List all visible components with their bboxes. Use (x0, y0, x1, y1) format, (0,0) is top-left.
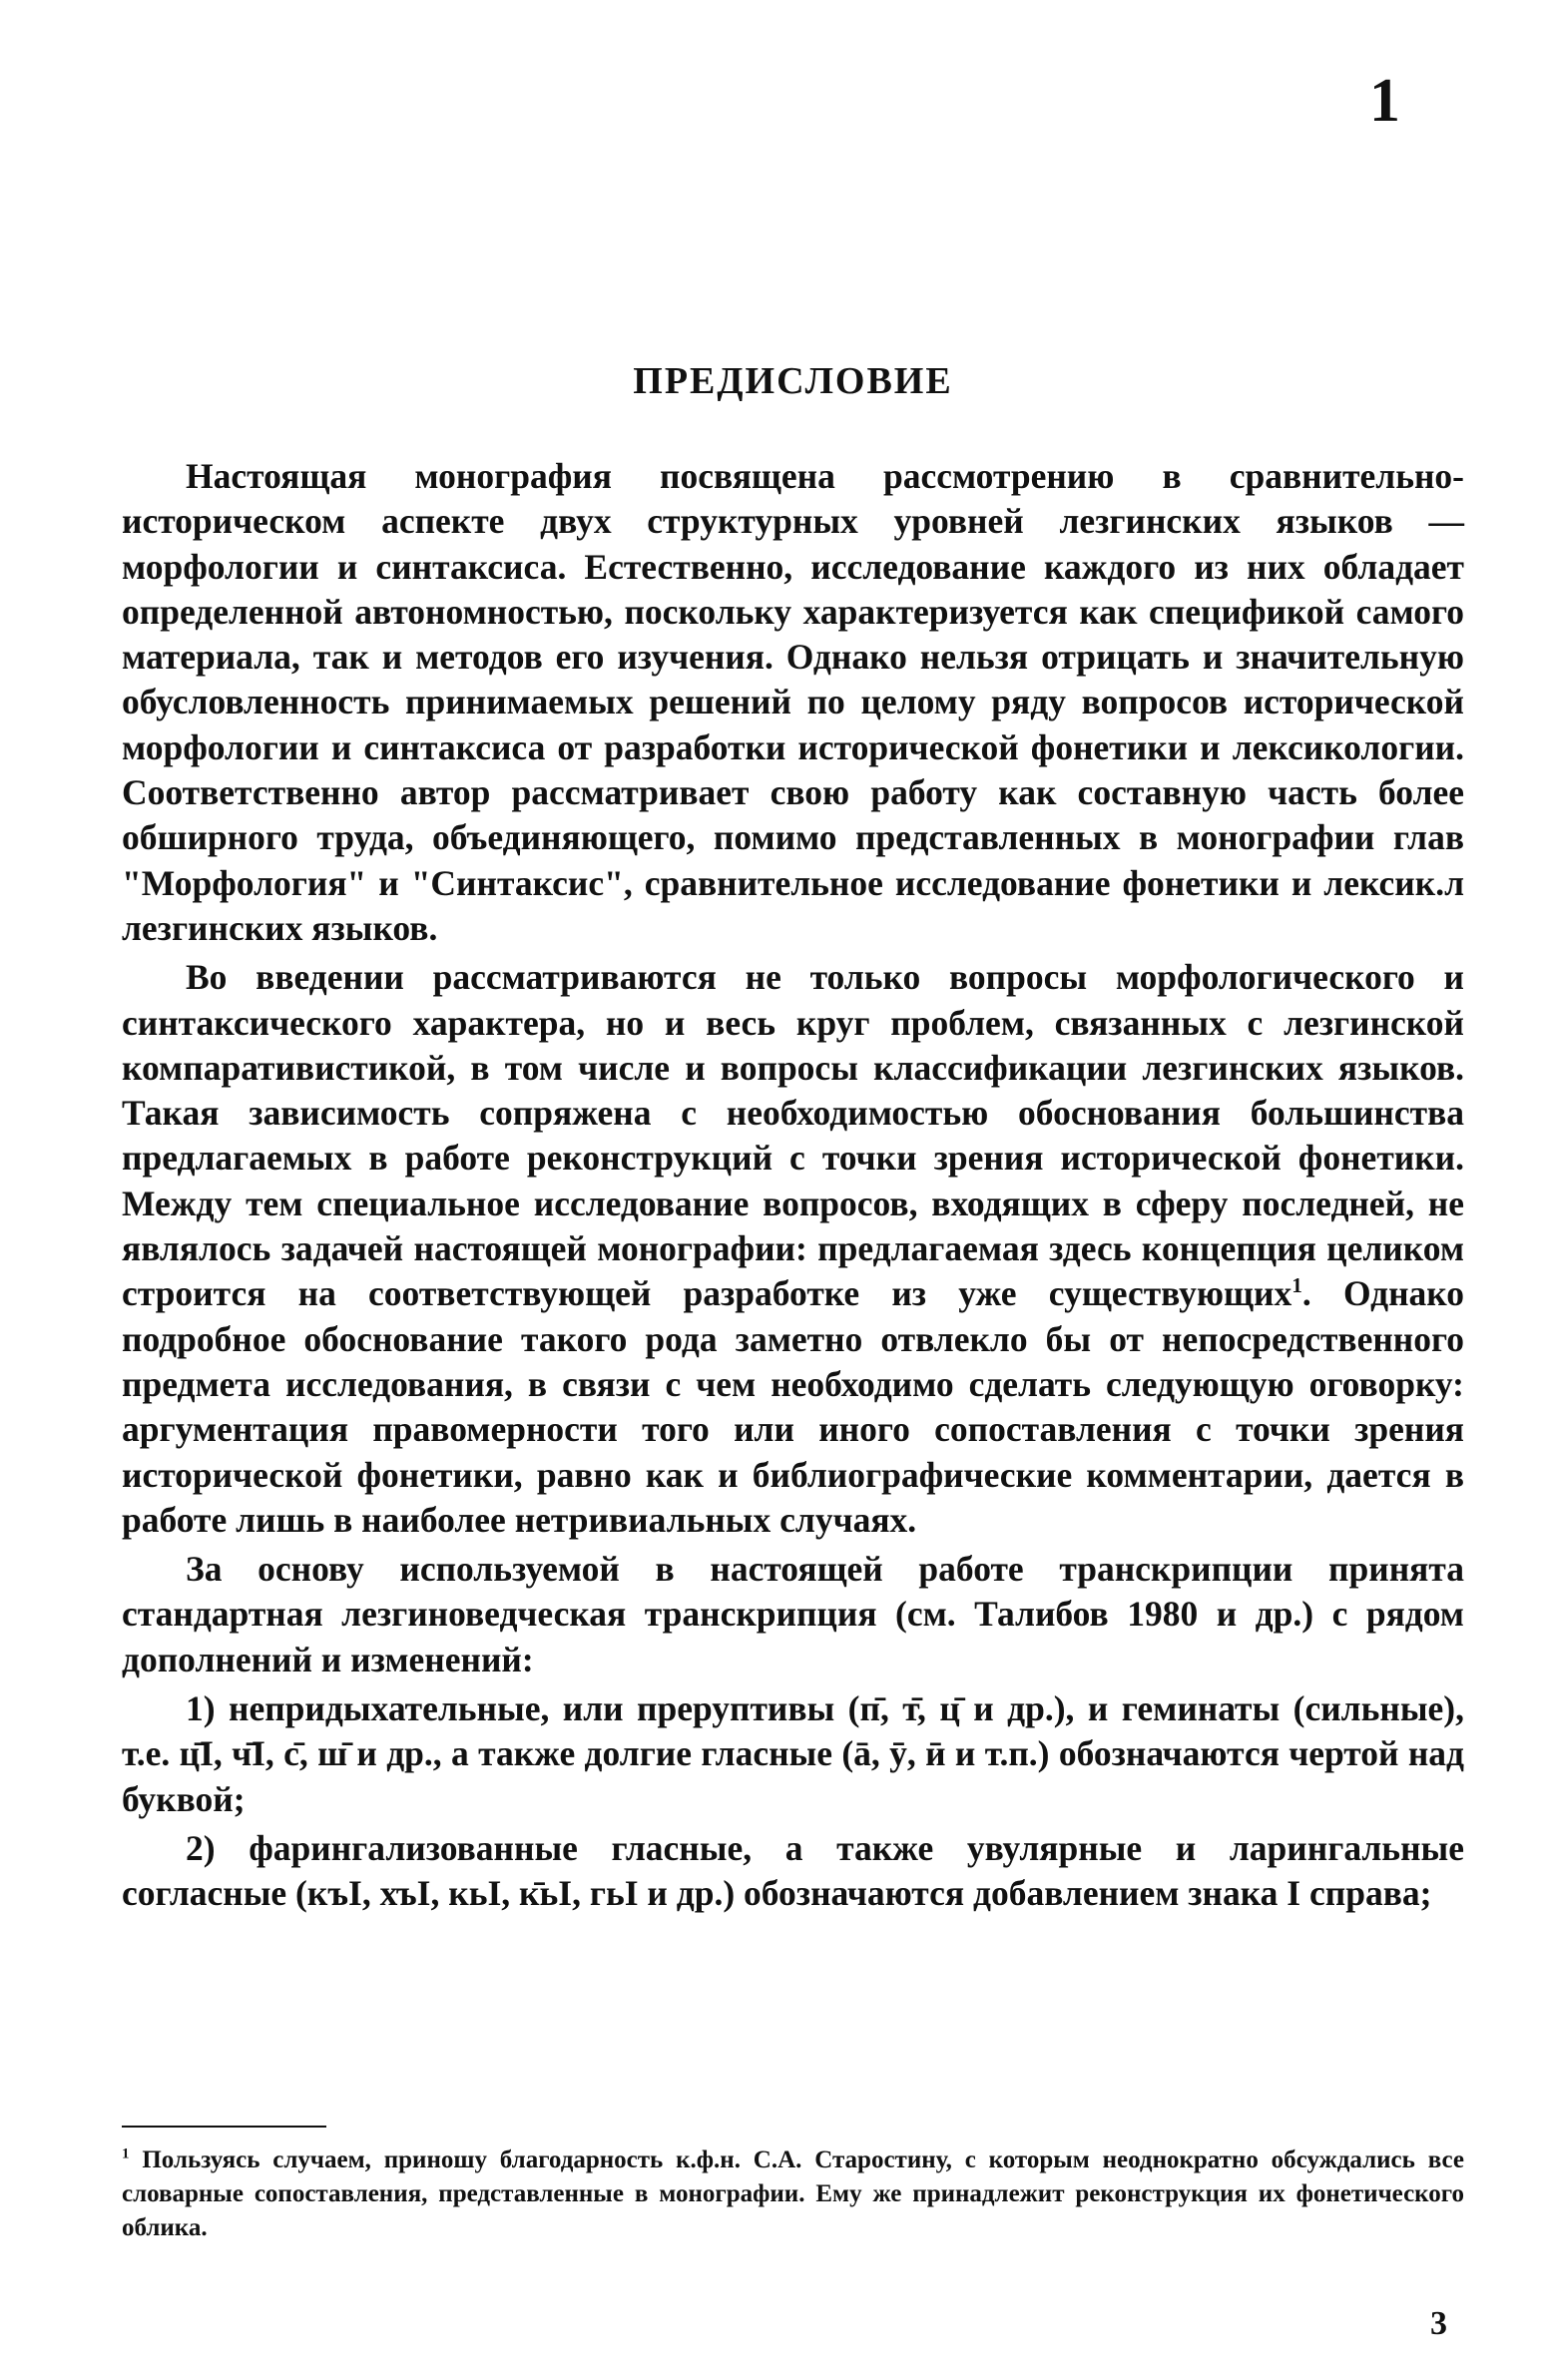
footnote-divider (122, 2126, 326, 2128)
footnote-ref: 1 (1291, 1273, 1302, 1298)
list-item-2: 2) фарингализованные гласные, а также увулярные и ларингальные согласные (къI, хъI, кьI, к̄ьI, гьI и др.) обозначаются добавлением знака I справа; (122, 1827, 1464, 1914)
paragraph-2-continued: Однако подробное обоснование такого рода заметно отвлекло бы от непосредственного предмета исследования, в связи с чем необходимо сделать следующую оговорку: аргументация правомерности того или иного сопоставления с точки зрения исторической фонетики, равно как и библиографические комментарии, дается в работе лишь в наиболее нетривиальных случаях. (122, 1273, 1465, 1540)
paragraph-1: Настоящая монография посвящена рассмотрению в сравнительно-историческом аспекте двух структурных уровней лезгинских языков — морфологии и синтаксиса. Естественно, исследование каждого из них обладает определенной автономностью, поскольку характеризуется как спецификой самого материала, так и методов его изучения. Однако нельзя отрицать и значительную обусловленность принимаемых решений по целому ряду вопросов исторической морфологии и синтаксиса от разработки исторической фонетики и лексикологии. Соответственно автор рассматривает свою работу как составную часть более обширного труда, объединяющего, помимо представленных в монографии глав "Морфология" и "Синтаксис", сравнительное исследование фонетики и лексик.л лезгинских языков. (122, 456, 1464, 948)
paragraph-3: За основу используемой в настоящей работе транскрипции принята стандартная лезгиноведческая транскрипция (см. Талибов 1980 и др.) с рядом дополнений и изменений: (122, 1549, 1464, 1679)
body-text (122, 454, 1464, 1921)
paragraph-2-text: Во введении рассматриваются не только вопросы морфологического и синтаксического характера, но и весь круг проблем, связанных с лезгинской компаративистикой, в том числе и вопросы классификации лезгинских языков. Такая зависимость сопряжена с необходимостью обоснования большинства предлагаемых в работе реконструкций с точки зрения исторической фонетики. Между тем специальное исследование вопросов, входящих в сферу последней, не являлось задачей настоящей монографии: предлагаемая здесь концепция целиком строится на соответствующей разработке из уже существующих (122, 957, 1464, 1314)
footnote-mark: 1 (122, 2145, 130, 2162)
page-title: ПРЕДИСЛОВИЕ (633, 360, 953, 402)
footnote-text: Пользуясь случаем, приношу благодарность к.ф.н. С.А. Старостину, с которым неоднократно обсуждались все словарные сопоставления, представленные в монографии. Ему же принадлежит реконструкция их фонетического облика. (122, 2146, 1464, 2241)
footnote (122, 2143, 1464, 2245)
corner-mark: 1 (1369, 67, 1400, 135)
page-number: 3 (1430, 2305, 1447, 2342)
list-item-1: 1) непридыхательные, или преруптивы (п̄, т̄, ц̄ и др.), и геминаты (сильные), т.е. ц̄I, ч̄I, с̄, ш̄ и др., а также долгие гласные (ā, ӯ, ӣ и т.п.) обозначаются чертой над буквой; (122, 1688, 1464, 1819)
paragraph-2: Во введении рассматриваются не только вопросы морфологического и синтаксического характера, но и весь круг проблем, связанных с лезгинской компаративистикой, в том числе и вопросы классификации лезгинских языков. Такая зависимость сопряжена с необходимостью обоснования большинства предлагаемых в работе реконструкций с точки зрения исторической фонетики. Между тем специальное исследование вопросов, входящих в сферу последней, не являлось задачей настоящей монографии: предлагаемая здесь концепция целиком строится на соответствующей разработке из уже существующих$^1$. Однако подробное обоснование такого рода заметно отвлекло бы от непосредственного предмета исследования, в связи с чем необходимо сделать следующую оговорку: аргументация правомерности того или иного сопоставления с точки зрения исторической фонетики, равно как и библиографические комментарии, дается в работе лишь в наиболее нетривиальных случаях. (122, 957, 1465, 1540)
